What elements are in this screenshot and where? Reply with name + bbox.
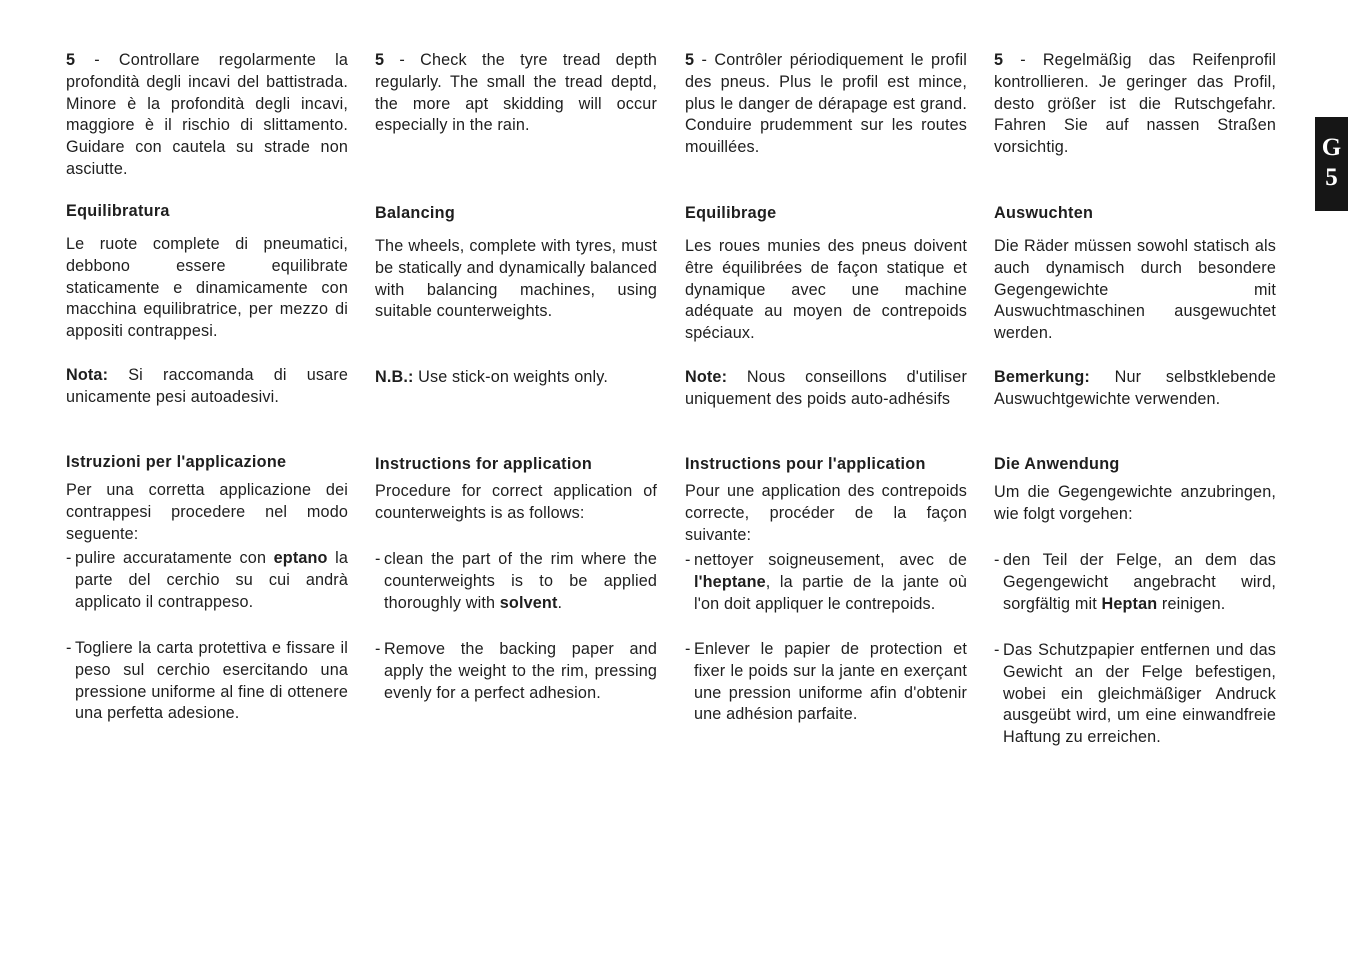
section-tab: [1315, 117, 1348, 211]
bullet-clean: [66, 548, 348, 613]
tread-depth-text: - Contrôler périodiquement le profil des pneus. Plus le profil est mince, plus le danger de dérapage est grand. Conduire prudemment sur les routes mouillées.: [685, 51, 967, 157]
tread-depth-text: - Controllare regolarmente la profondità degli incavi del battistrada. Minore è la profondità degli incavi, maggiore è il rischio di slittamento. Guidare con cautela su strade non asciutte.: [66, 51, 348, 178]
bullet-dash: -: [685, 551, 691, 569]
section-tab-number: 5: [1325, 164, 1338, 191]
bullet-clean-solvent: solvent: [499, 593, 558, 612]
bullet-dash: -: [685, 640, 691, 658]
balancing-paragraph: Le ruote complete di pneumatici, debbono essere equilibrate staticamente e dinamicamente con macchina equilibratrice, per mezzo di appositi contrappesi.: [66, 235, 348, 341]
bullet-apply: [994, 640, 1276, 749]
bullet-clean: [375, 549, 657, 614]
note-text: Use stick-on weights only.: [413, 368, 608, 386]
bullet-apply-text: Togliere la carta protettiva e fissare il peso sul cerchio esercitando una pressione uniforme al fine di ottenere una perfetta adesione.: [75, 639, 348, 723]
bullet-dash: -: [66, 639, 72, 657]
bullet-apply: [375, 639, 657, 704]
application-heading: Die Anwendung: [994, 455, 1120, 473]
balancing-heading: Auswuchten: [994, 204, 1094, 222]
balancing-paragraph: Die Räder müssen sowohl statisch als auch dynamisch durch besondere Gegengewichte mit Auswuchtmaschinen ausgewuchtet werden.: [994, 237, 1276, 343]
tread-depth-text: - Regelmäßig das Reifenprofil kontrollieren. Je geringer das Profil, desto größer ist die Rutschgefahr. Fahren Sie auf nassen Straßen vorsichtig.: [994, 51, 1276, 157]
section-tab-letter: G: [1321, 134, 1342, 161]
bullet-clean-text: pulire accuratamente con: [75, 549, 274, 567]
bullet-clean-text: den Teil der Felge, an dem das Gegengewicht angebracht wird, sorgfältig mit: [1003, 551, 1276, 613]
bullet-apply-text: Remove the backing paper and apply the weight to the rim, pressing evenly for a perfect adhesion.: [384, 640, 657, 702]
balancing-heading: Balancing: [375, 204, 456, 222]
tread-depth-paragraph: [685, 50, 967, 159]
note-label: N.B.:: [375, 368, 414, 386]
balancing-heading: Equilibrage: [685, 204, 777, 222]
bullet-dash: -: [994, 641, 1000, 659]
bullet-clean-solvent: Heptan: [1101, 594, 1158, 613]
tread-depth-paragraph: [994, 50, 1276, 159]
bullet-apply-text: Das Schutzpapier entfernen und das Gewicht an der Felge befestigen, wobei ein gleichmäßiger Andruck ausgeübt wird, um eine einwandfreie Haftung zu erreichen.: [1003, 641, 1276, 747]
bullet-clean-text: nettoyer soigneusement, avec de: [694, 551, 967, 569]
bullet-clean: [685, 550, 967, 615]
bullet-dash: -: [994, 551, 1000, 569]
note-label: Note:: [685, 368, 728, 386]
bullet-clean-text: clean the part of the rim where the counterweights is to be applied thoroughly with: [384, 550, 657, 612]
bullet-clean-text-end: .: [557, 593, 563, 612]
application-paragraph: Per una corretta applicazione dei contrappesi procedere nel modo seguente:: [66, 481, 348, 543]
bullet-apply-text: Enlever le papier de protection et fixer le poids sur la jante en exerçant une pression uniforme afin d'obtenir une adhésion parfaite.: [694, 640, 967, 724]
note-paragraph: [685, 367, 967, 411]
application-paragraph: Pour une application des contrepoids correcte, procéder de la façon suivante:: [685, 482, 967, 544]
item-number: 5: [994, 51, 1004, 69]
bullet-clean-text-end: , la partie de la jante où l'on doit appliquer le contrepoids.: [694, 572, 967, 613]
tread-depth-paragraph: [66, 50, 348, 181]
balancing-heading: Equilibratura: [66, 202, 170, 220]
note-paragraph: [66, 365, 348, 409]
note-paragraph: [375, 367, 657, 389]
application-heading: Instructions pour l'application: [685, 455, 926, 473]
tread-depth-text: - Check the tyre tread depth regularly. The small the tread deptd, the more apt skidding will occur especially in the rain.: [375, 51, 657, 135]
application-heading: Instructions for application: [375, 455, 593, 473]
application-paragraph: Um die Gegengewichte anzubringen, wie folgt vorgehen:: [994, 483, 1276, 523]
note-paragraph: [994, 367, 1276, 411]
note-text: Nur selbstklebende Auswuchtgewichte verwenden.: [994, 368, 1276, 408]
bullet-clean-solvent: l'heptane: [694, 572, 766, 591]
note-text: Si raccomanda di usare unicamente pesi autoadesivi.: [66, 366, 348, 406]
note-text: Nous conseillons d'utiliser uniquement des poids auto-adhésifs: [685, 368, 967, 408]
bullet-dash: -: [375, 640, 381, 658]
note-label: Bemerkung:: [994, 368, 1090, 386]
bullet-apply: [66, 638, 348, 725]
item-number: 5: [375, 51, 385, 69]
bullet-dash: -: [66, 549, 72, 567]
application-paragraph: Procedure for correct application of counterweights is as follows:: [375, 482, 657, 522]
bullet-dash: -: [375, 550, 381, 568]
bullet-clean-text-end: reinigen.: [1157, 594, 1226, 613]
tread-depth-paragraph: [375, 50, 657, 137]
bullet-clean-text-end: la parte del cerchio su cui andrà applicato il contrappeso.: [75, 549, 349, 611]
item-number: 5: [685, 51, 695, 69]
bullet-clean: [994, 550, 1276, 615]
balancing-paragraph: The wheels, complete with tyres, must be statically and dynamically balanced with balancing machines, using suitable counterweights.: [375, 237, 657, 321]
balancing-paragraph: Les roues munies des pneus doivent être équilibrées de façon statique et dynamique avec une machine adéquate au moyen de contrepoids spéciaux.: [685, 237, 967, 343]
note-label: Nota:: [66, 366, 109, 384]
bullet-clean-solvent: eptano: [273, 549, 328, 567]
application-heading: Istruzioni per l'applicazione: [66, 453, 287, 471]
bullet-apply: [685, 639, 967, 726]
item-number: 5: [66, 51, 76, 69]
